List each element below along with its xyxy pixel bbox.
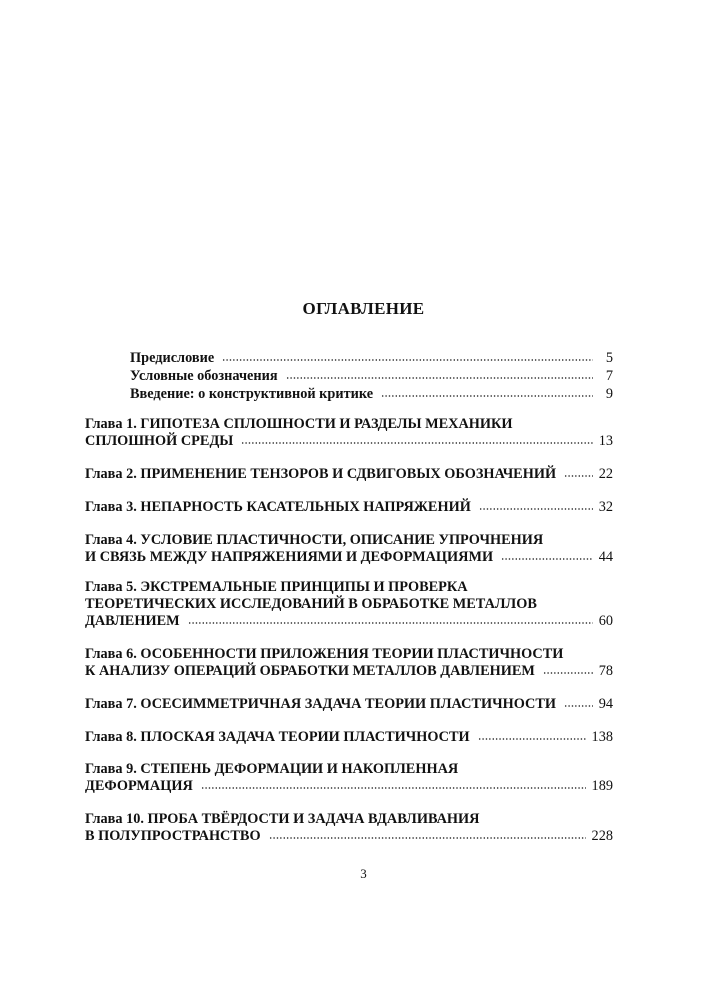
dot-leader xyxy=(222,358,593,362)
toc-entry-title: Предисловие xyxy=(130,350,215,366)
toc-entry[interactable] xyxy=(130,349,613,367)
toc-entry-title: Глава 4. УСЛОВИЕ ПЛАСТИЧНОСТИ, ОПИСАНИЕ УПРОЧНЕНИЯ xyxy=(85,532,544,548)
dot-leader xyxy=(381,394,593,398)
toc-entry-title: Глава 8. ПЛОСКАЯ ЗАДАЧА ТЕОРИИ ПЛАСТИЧНОСТИ xyxy=(85,729,470,745)
dot-leader xyxy=(286,376,593,380)
dot-leader xyxy=(241,441,592,445)
toc-entry[interactable] xyxy=(85,761,613,795)
toc-entry[interactable] xyxy=(85,646,613,680)
dot-leader xyxy=(564,704,593,708)
toc-entry-page: 60 xyxy=(598,613,613,629)
dot-leader xyxy=(201,786,586,790)
toc-entry-page: 7 xyxy=(605,368,613,384)
toc-entry-title: Глава 2. ПРИМЕНЕНИЕ ТЕНЗОРОВ И СДВИГОВЫХ ОБОЗНАЧЕНИЙ xyxy=(85,466,557,482)
toc-entry-title: ТЕОРЕТИЧЕСКИХ ИССЛЕДОВАНИЙ В ОБРАБОТКЕ МЕТАЛЛОВ xyxy=(85,596,537,612)
dot-leader xyxy=(269,836,586,840)
dot-leader xyxy=(501,557,593,561)
toc-entry[interactable] xyxy=(85,416,613,450)
toc-entry-title: СПЛОШНОЙ СРЕДЫ xyxy=(85,433,234,449)
toc-entry[interactable] xyxy=(85,696,613,713)
toc-entry[interactable] xyxy=(85,499,613,516)
toc-entry-page: 44 xyxy=(598,549,613,565)
toc-entry[interactable] xyxy=(85,729,613,746)
dot-leader xyxy=(564,474,593,478)
toc-entry-title: Глава 10. ПРОБА ТВЁРДОСТИ И ЗАДАЧА ВДАВЛИВАНИЯ xyxy=(85,811,480,827)
toc-entry[interactable] xyxy=(130,385,613,403)
toc-entry[interactable] xyxy=(130,367,613,385)
toc-entry-title: Глава 1. ГИПОТЕЗА СПЛОШНОСТИ И РАЗДЕЛЫ МЕХАНИКИ xyxy=(85,416,513,432)
toc-entry[interactable] xyxy=(85,811,613,845)
toc-entry-page: 189 xyxy=(591,778,613,794)
toc-entry-title: ДАВЛЕНИЕМ xyxy=(85,613,180,629)
toc-entry-page: 9 xyxy=(605,386,613,402)
toc-entry-title: Глава 9. СТЕПЕНЬ ДЕФОРМАЦИИ И НАКОПЛЕННАЯ xyxy=(85,761,459,777)
toc-entry-page: 138 xyxy=(591,729,613,745)
page-number: 3 xyxy=(360,866,367,881)
dot-leader xyxy=(478,737,586,741)
toc-entry[interactable] xyxy=(85,466,613,483)
toc-entry[interactable] xyxy=(85,579,613,630)
dot-leader xyxy=(188,621,593,625)
toc-title: ОГЛАВЛЕНИЕ xyxy=(302,299,425,318)
toc-entry-title: Глава 5. ЭКСТРЕМАЛЬНЫЕ ПРИНЦИПЫ И ПРОВЕРКА xyxy=(85,579,468,595)
toc-entry-title: Введение: о конструктивной критике xyxy=(130,386,374,402)
dot-leader xyxy=(543,671,593,675)
toc-entry-page: 228 xyxy=(591,828,613,844)
toc-entry-title: Глава 7. ОСЕСИММЕТРИЧНАЯ ЗАДАЧА ТЕОРИИ ПЛАСТИЧНОСТИ xyxy=(85,696,556,712)
toc-entry-page: 32 xyxy=(598,499,613,515)
toc-entry-title: К АНАЛИЗУ ОПЕРАЦИЙ ОБРАБОТКИ МЕТАЛЛОВ ДАВЛЕНИЕМ xyxy=(85,663,535,679)
toc-entry-page: 5 xyxy=(605,350,613,366)
toc-entry-page: 13 xyxy=(598,433,613,449)
toc-entry-page: 22 xyxy=(598,466,613,482)
toc-entry[interactable] xyxy=(85,532,613,566)
toc-entry-title: Условные обозначения xyxy=(130,368,278,384)
toc-entry-title: И СВЯЗЬ МЕЖДУ НАПРЯЖЕНИЯМИ И ДЕФОРМАЦИЯМИ xyxy=(85,549,494,565)
toc-entry-title: ДЕФОРМАЦИЯ xyxy=(85,778,193,794)
toc-entry-title: Глава 6. ОСОБЕННОСТИ ПРИЛОЖЕНИЯ ТЕОРИИ ПЛАСТИЧНОСТИ xyxy=(85,646,564,662)
toc-entry-title: Глава 3. НЕПАРНОСТЬ КАСАТЕЛЬНЫХ НАПРЯЖЕНИЙ xyxy=(85,499,471,515)
toc-entry-title: В ПОЛУПРОСТРАНСТВО xyxy=(85,828,261,844)
toc-entry-page: 78 xyxy=(598,663,613,679)
dot-leader xyxy=(479,507,593,511)
toc-entry-page: 94 xyxy=(598,696,613,712)
